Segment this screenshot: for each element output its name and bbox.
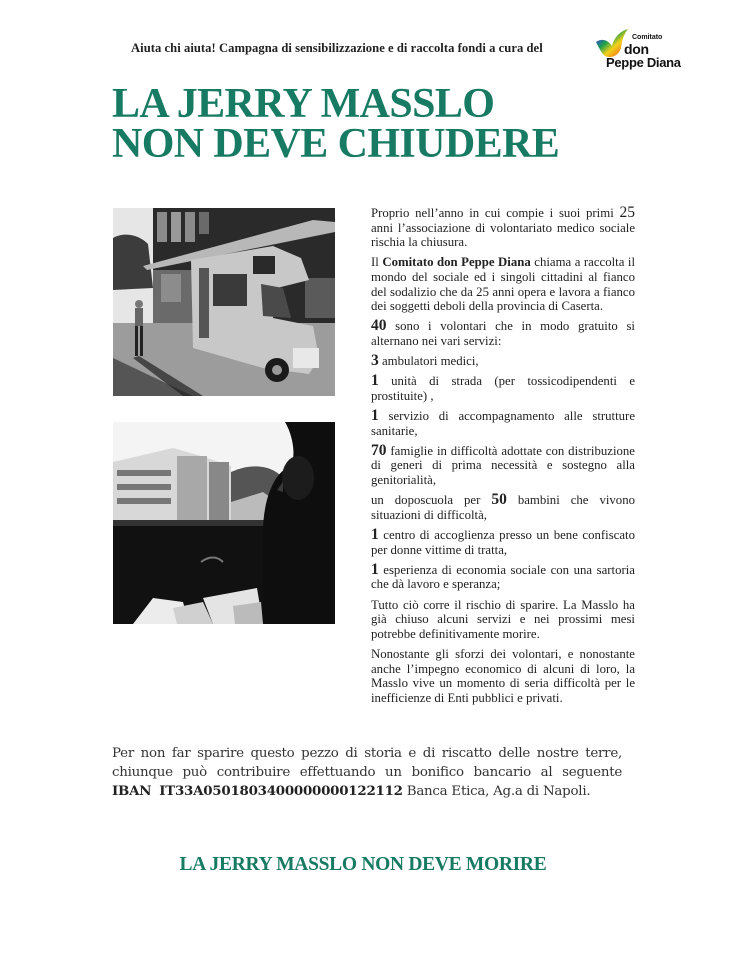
camper-van-photo xyxy=(113,208,335,396)
bank-name: Banca Etica, Ag.a di Napoli. xyxy=(406,784,591,799)
title-line-1: LA JERRY MASSLO xyxy=(112,81,495,127)
comitato-logo xyxy=(594,26,694,76)
volunteers-count: 40 xyxy=(371,317,387,335)
committee-paragraph xyxy=(371,255,635,313)
service-item xyxy=(371,528,635,557)
service-item xyxy=(371,441,635,488)
service-item xyxy=(371,374,635,403)
service-text: bambini che vivono situazioni di difficoltà, xyxy=(371,493,635,522)
intro-text-a: Proprio nell’anno in cui compie i suoi primi xyxy=(371,206,620,220)
logo-text-stack xyxy=(606,34,681,70)
main-text-column xyxy=(371,206,635,711)
service-text: unità di strada (per tossicodipendenti e prostituite) , xyxy=(371,374,635,403)
service-item xyxy=(371,493,635,522)
logo-don-text: don xyxy=(624,41,649,57)
window-view-photo xyxy=(113,422,335,624)
risk-paragraph: Tutto ciò corre il rischio di sparire. La Masslo ha già chiuso alcuni servizi e nei prossimi mesi potrebbe definitivamente morire. xyxy=(371,597,635,641)
service-count: 1 xyxy=(371,407,379,425)
intro-text-b: anni l’associazione di volontariato medico sociale rischia la chiusura. xyxy=(371,220,635,250)
iban-code[interactable]: IT33A0501803400000000122112 xyxy=(159,783,403,799)
campaign-tagline: Aiuta chi aiuta! Campagna di sensibilizzazione e di raccolta fondi a cura del xyxy=(131,41,543,55)
years-count: 25 xyxy=(619,204,635,221)
volunteers-text: sono i volontari che in modo gratuito si alternano nei vari servizi: xyxy=(371,319,635,348)
service-text: esperienza di economia sociale con una sartoria che dà lavoro e speranza; xyxy=(371,562,635,592)
service-count: 70 xyxy=(371,441,387,459)
footer-slogan-text: LA JERRY MASSLO NON DEVE MORIRE xyxy=(179,854,547,875)
committee-name: Comitato don Peppe Diana xyxy=(382,255,531,270)
effort-paragraph: Nonostante gli sforzi dei volontari, e nonostante anche l’impegno economico di alcuni di loro, la Masslo vive un momento di seria difficoltà per le inefficienze di Enti pubblici e privati. xyxy=(371,646,635,705)
service-count: 50 xyxy=(491,491,507,509)
intro-paragraph xyxy=(371,206,635,250)
service-item xyxy=(371,354,635,369)
donation-line-1: Per non far sparire questo pezzo di storia e di riscatto delle nostre terre, xyxy=(112,746,622,761)
service-item xyxy=(371,560,635,592)
iban-label: IBAN xyxy=(112,783,152,799)
service-text: ambulatori medici, xyxy=(378,354,479,369)
donation-line-2: chiunque può contribuire effettuando un bonifico bancario al seguente xyxy=(112,764,622,780)
committee-text-b: chiama a raccolta il mondo del sociale ed i singoli cittadini al fianco del sodalizio che da 25 anni opera e lavora a fianco dei soggetti deboli della provincia di Caserta. xyxy=(371,255,635,314)
service-text: servizio di accompagnamento alle strutture sanitarie, xyxy=(371,409,635,438)
logo-comitato-text: Comitato xyxy=(632,34,663,41)
donation-line-3 xyxy=(112,782,622,802)
service-count: 1 xyxy=(371,372,379,390)
page-title xyxy=(112,81,560,167)
service-count: 1 xyxy=(371,526,379,544)
donation-info xyxy=(112,745,622,802)
committee-text-a: Il xyxy=(371,255,383,270)
volunteers-paragraph xyxy=(371,319,635,348)
service-prefix: un doposcuola per xyxy=(371,493,492,508)
service-count: 3 xyxy=(371,352,379,370)
footer-slogan xyxy=(0,853,742,877)
service-text: famiglie in difficoltà adottate con distribuzione di generi di prima necessità e sostegno alla genitorialità, xyxy=(371,443,635,488)
service-text: centro di accoglienza presso un bene confiscato per donne vittime di tratta, xyxy=(371,528,635,557)
service-count: 1 xyxy=(371,560,379,578)
logo-name-text: Peppe Diana xyxy=(606,55,681,70)
service-item xyxy=(371,409,635,438)
title-line-2: NON DEVE CHIUDERE xyxy=(112,121,560,167)
